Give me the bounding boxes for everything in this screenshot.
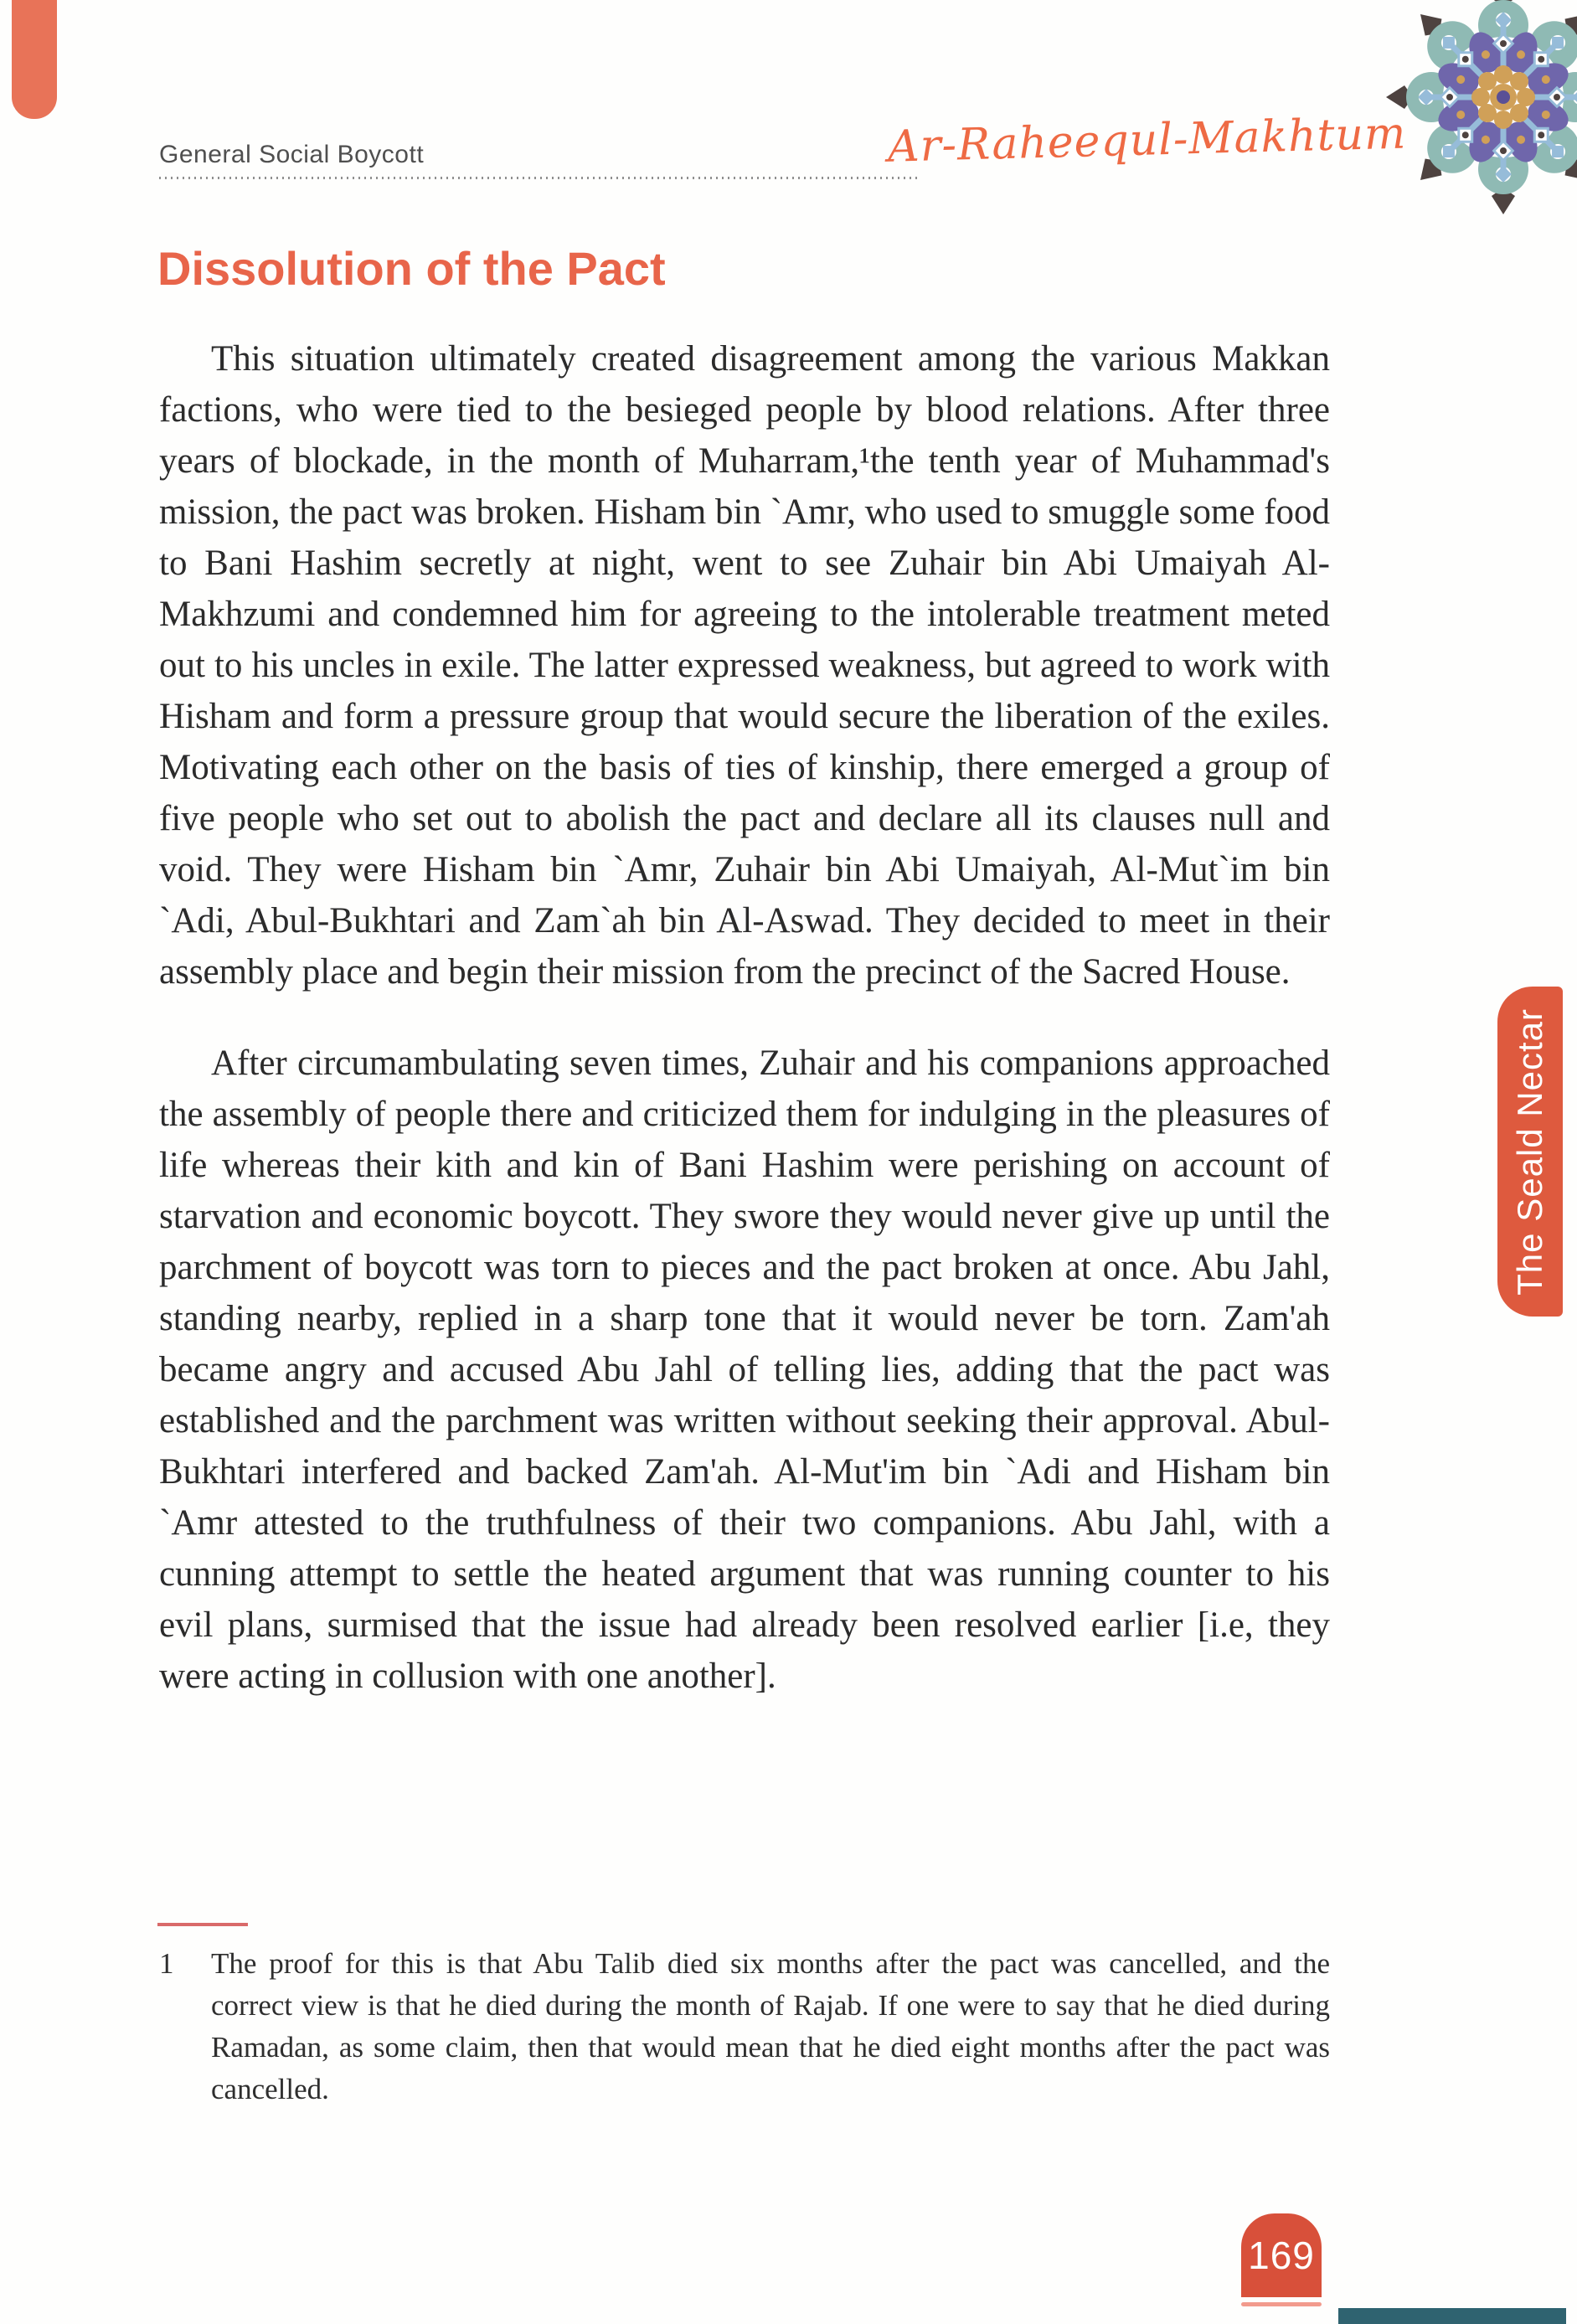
- book-title-calligraphy: Ar-Raheequl-Makhtum: [887, 108, 1407, 173]
- paragraph-1: This situation ultimately created disagreement among the various Makkan factions, who were tied to the besieged people by blood relations. After three years of blockade, in the month of Muharram,¹the tenth year of Muhammad's mission, the pact was broken. Hisham bin `Amr, who used to smuggle some food to Bani Hashim secretly at night, went to see Zuhair bin Abi Umaiyah Al-Makhzumi and condemned him for agreeing to the intolerable treatment meted out to his uncles in exile. The latter expressed weakness, but agreed to work with Hisham and form a pressure group that would secure the liberation of the exiles. Motivating each other on the basis of ties of kinship, there emerged a group of five people who set out to abolish the pact and declare all its clauses null and void. They were Hisham bin `Amr, Zuhair bin Abi Umaiyah, Al-Mut`im bin `Adi, Abul-Bukhtari and Zam`ah bin Al-Aswad. They decided to meet in their assembly place and begin their mission from the precinct of the Sacred House.: [159, 339, 1330, 992]
- paragraph-2: After circumambulating seven times, Zuhair and his companions approached the assembly of people there and criticized them for indulging in the pleasures of life whereas their kith and kin of Bani Hashim were perishing on account of starvation and economic boycott. They swore they would never give up until the parchment of boycott was torn to pieces and the pact broken at once. Abu Jahl, standing nearby, replied in a sharp tone that it would never be torn. Zam'ah became angry and accused Abu Jahl of telling lies, adding that the pact was established and the parchment was written without seeking their approval. Abul-Bukhtari interfered and backed Zam'ah. Al-Mut'im bin `Adi and Hisham bin `Amr attested to the truthfulness of their two companions. Abu Jahl, with a cunning attempt to settle the heated argument that was running counter to his evil plans, surmised that the issue had already been resolved earlier [i.e, they were acting in collusion with one another].: [159, 1043, 1330, 1696]
- footnote: [159, 1943, 1330, 2110]
- page-number-underline: [1241, 2302, 1322, 2306]
- page-title: Dissolution of the Pact: [157, 242, 666, 295]
- footnote-number: 1: [159, 1947, 174, 1980]
- book-section-side-tab: [1497, 987, 1563, 1317]
- page-number: 169: [1248, 2234, 1315, 2277]
- body-text: [159, 333, 1330, 1742]
- islamic-rosette-ornament-icon: [1378, 0, 1577, 223]
- corner-bleed-stripe: [12, 0, 57, 119]
- page-number-badge: [1241, 2213, 1322, 2297]
- header-dotted-rule: [159, 177, 921, 179]
- footnote-text: The proof for this is that Abu Talib died six months after the pact was cancelled, and the correct view is that he died during the month of Rajab. If one were to say that he died during Ramadan, as some claim, then that would mean that he died eight months after the pact was cancelled.: [211, 1947, 1330, 2105]
- side-tab-label: The Seald Nectar: [1510, 1007, 1549, 1296]
- footnote-separator-rule: [157, 1923, 248, 1926]
- bottom-edge-color-bar: [1338, 2308, 1566, 2324]
- running-head-section-title: General Social Boycott: [159, 141, 425, 168]
